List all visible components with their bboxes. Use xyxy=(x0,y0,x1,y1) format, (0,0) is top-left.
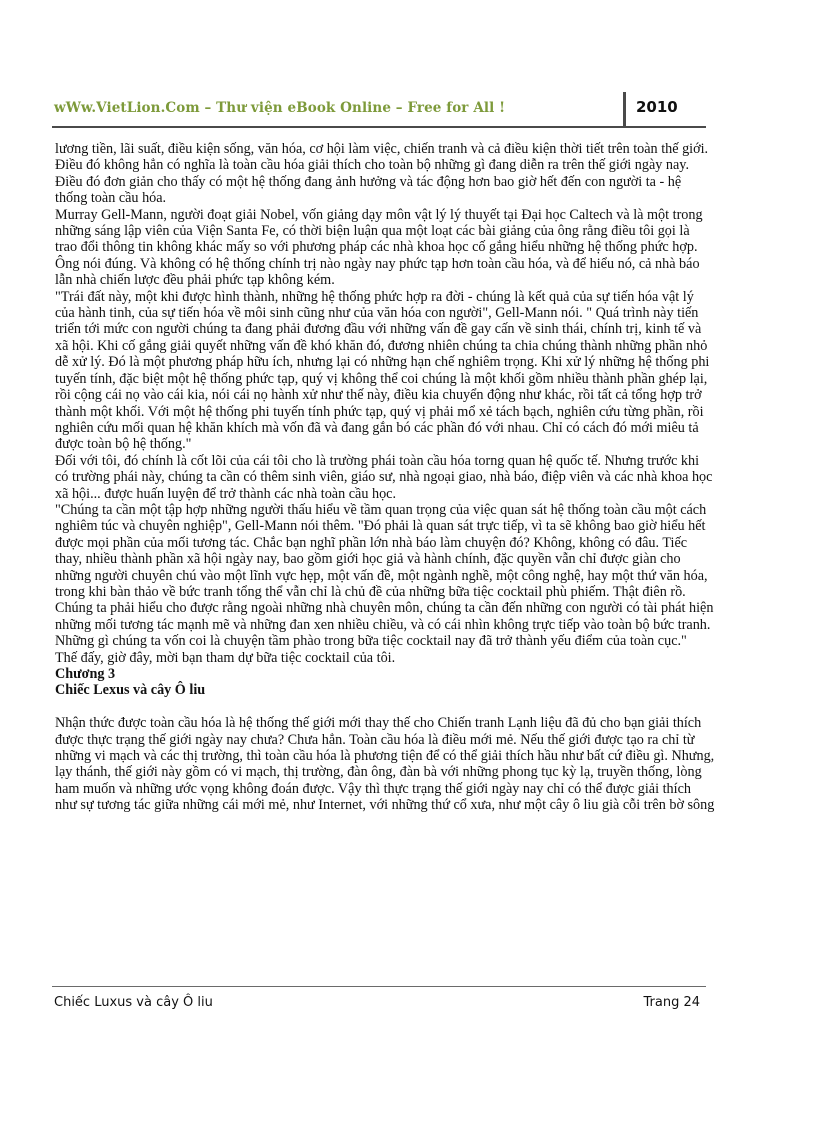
body-text xyxy=(55,141,715,814)
chapter-number: Chương 3 xyxy=(55,666,116,682)
page-header xyxy=(52,92,706,128)
footer-book-title: Chiếc Luxus và cây Ô liu xyxy=(54,995,213,1010)
paragraph-2: Murray Gell-Mann, người đoạt giải Nobel, vốn giảng dạy môn vật lý lý thuyết tại Đại học Caltech và là một trong những sáng lập viên của Viện Santa Fe, có thời biện luận qua một loạt các bài giảng của ông rằng điều tôi gọi là trao đổi thông tin không khác mấy so với phương pháp các nhà khoa học cố gắng hiểu những hệ thống phức hợp. Ông nói đúng. Và không có hệ thống chính trị nào ngày nay phức tạp hơn toàn cầu hóa, và để hiểu nó, cả nhà báo lẫn nhà chiến lược đều phải phức tạp không kém. xyxy=(55,206,703,289)
header-year: 2010 xyxy=(636,98,678,116)
header-title: wWw.VietLion.Com – Thư viện eBook Online – Free for All ! xyxy=(54,100,506,116)
paragraph-3: "Trái đất này, một khi được hình thành, những hệ thống phức hợp ra đời - chúng là kết quả của sự tiến hóa vật lý của hành tinh, của sự tiến hóa về môi sinh cũng như của văn hóa con người", Gell-Mann nói. " Quá trình này tiến triển tới mức con người chúng ta đang phải đương đầu với những vấn đề gay cấn về sinh thái, chính trị, kinh tế và xã hội. Khi cố gắng giải quyết những vấn đề khó khăn đó, đương nhiên chúng ta chia chúng thành những phần nhỏ dễ xử lý. Đó là một phương pháp hữu ích, nhưng lại có những hạn chế nghiêm trọng. Khi xử lý những hệ thống phi tuyến tính, đặc biệt một hệ thống phức tạp, quý vị không thể coi chúng là một khối gồm nhiều thành phần ghép lại, rồi cộng cái nọ vào cái kia, nói cái nọ hành xử như thế này, điều kia chuyển động như khác, rồi tất cả tổng hợp trở thành một khối. Với một hệ thống phi tuyến tính phức tạp, quý vị phải mổ xẻ tách bạch, nghiên cứu từng phần, rồi nghiên cứu mối quan hệ khăn khích mà vốn đã và đang gắn bó các phần đó với nhau. Chỉ có cách đó mới miêu tả được toàn bộ hệ thống." xyxy=(55,288,710,453)
chapter-title: Chiếc Lexus và cây Ô liu xyxy=(55,682,206,699)
paragraph-7: Nhận thức được toàn cầu hóa là hệ thống thế giới mới thay thế cho Chiến tranh Lạnh liệu đã đủ cho bạn giải thích được thực trạng thế giới ngày nay chưa? Chưa hẳn. Toàn cầu hóa là điều mới mẻ. Nếu thế giới được tạo ra chỉ từ những vi mạch và các thị trường, thì toàn cầu hóa là phương tiện để có thể giải thích hầu như bất cứ điều gì. Nhưng, lạy thánh, thế giới này gồm có vi mạch, thị trường, đàn ông, đàn bà với những phong tục kỳ lạ, truyền thống, lòng ham muốn và những ước vọng không đoán được. Vậy thì thực trạng thế giới ngày nay chỉ có thể được giải thích như sự tương tác giữa những cái mới mẻ, như Internet, với những thứ cổ xưa, như một cây ô liu già cỗi trên bờ sông xyxy=(55,715,715,814)
paragraph-4: Đối với tôi, đó chính là cốt lõi của cái tôi cho là trường phái toàn cầu hóa torng quan hệ quốc tế. Nhưng trước khi có trường phái này, chúng ta cần có thêm sinh viên, giáo sư, nhà ngoại giao, nhà báo, điệp viên và các nhà khoa học xã hội... được huấn luyện để trở thành các nhà toàn cầu học. xyxy=(55,452,713,502)
page-footer xyxy=(52,986,706,1017)
paragraph-6: Thế đấy, giờ đây, mời bạn tham dự bữa tiệc cocktail của tôi. xyxy=(55,649,396,666)
footer-page-number: Trang 24 xyxy=(643,995,700,1010)
paragraph-1: lương tiền, lãi suất, điều kiện sống, văn hóa, cơ hội làm việc, chiến tranh và cả điều kiện thời tiết trên toàn thế giới. Điều đó không hẳn có nghĩa là toàn cầu hóa giải thích cho toàn bộ những gì đang diễn ra trên thế giới ngày nay. Điều đó đơn giản cho thấy có một hệ thống đang ảnh hưởng và tác động hơn bao giờ hết đến con người ta - hệ thống toàn cầu hóa. xyxy=(55,141,709,207)
header-divider xyxy=(623,92,626,126)
paragraph-spacer xyxy=(55,699,715,715)
paragraph-5: "Chúng ta cần một tập hợp những người thấu hiểu về tầm quan trọng của việc quan sát hệ thống toàn cầu một cách nghiêm túc và chuyên nghiệp", Gell-Mann nói thêm. "Đó phải là quan sát trực tiếp, vì ta sẽ không bao giờ hiểu hết được mọi phần của mối tương tác. Chắc bạn nghĩ phần lớn nhà báo làm chuyện đó? Không, không có đâu. Tiếc thay, nhiều thành phần xã hội ngày nay, bao gồm giới học giả và hành chính, đặc quyền vẫn chỉ được giàn cho những người chuyên chú vào một lĩnh vực hẹp, một vấn đề, một ngành nghề, một công nghệ, hay một thứ văn hóa, trong khi bàn thảo về bức tranh tổng thể vẫn chỉ là chủ đề của những bữa tiệc cocktail phù phiếm. Thật điên rồ. Chúng ta phải hiểu cho được rằng ngoài những nhà chuyên môn, chúng ta cần đến những con người có tài phát hiện những mối tương tác mạnh mẽ và những đan xen nhiều chiều, và có cái nhìn không trực tiếp vào toàn bộ bức tranh. Những gì chúng ta vốn coi là chuyện tầm phào trong bữa tiệc cocktail nay đã trở thành yếu điểm của toàn cục." xyxy=(55,501,714,650)
